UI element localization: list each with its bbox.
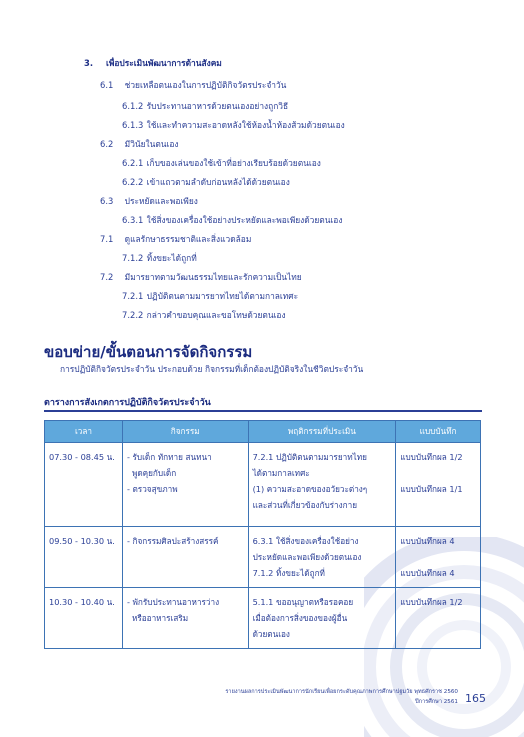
outline-item — [122, 291, 298, 302]
header-record: แบบบันทึก — [396, 421, 481, 443]
outline-item-num: 6.3 — [100, 196, 114, 206]
outline-item — [122, 253, 197, 264]
behavior-line: และส่วนที่เกี่ยวข้องกับร่างกาย — [252, 500, 358, 510]
header-time: เวลา — [45, 421, 123, 443]
table-row — [45, 527, 481, 588]
outline-item — [122, 101, 288, 112]
behavior-line: 7.1.2 ทิ้งขยะได้ถูกที่ — [252, 568, 325, 578]
outline-item-text: มีวินัยในตนเอง — [124, 139, 179, 149]
cell-activity — [122, 588, 248, 649]
outline-item — [122, 158, 321, 169]
outline-item-text: รับประทานอาหารด้วยตนเองอย่างถูกวิธี — [146, 101, 289, 111]
outline-item-text: ดูแลรักษาธรรมชาติและสิ่งแวดล้อม — [124, 234, 252, 244]
outline-item-text: ทิ้งขยะได้ถูกที่ — [146, 253, 197, 263]
outline-item — [100, 196, 198, 207]
page-footer — [225, 687, 458, 707]
schedule-table — [44, 420, 481, 649]
cell-activity — [122, 443, 248, 527]
activity-line: - พักรับประทานอาหารว่าง — [126, 597, 220, 607]
outline-item-num: 6.2 — [100, 139, 114, 149]
outline-item-text: ประหยัดและพอเพียง — [124, 196, 198, 206]
outline-item-num: 6.1 — [100, 80, 114, 90]
record-line: แบบบันทึกผล 4 — [400, 568, 455, 578]
page-number: 165 — [465, 692, 486, 705]
outline-item-num: 7.2.1 — [122, 291, 144, 301]
cell-behavior — [248, 443, 396, 527]
outline-item-num: 6.1.3 — [122, 120, 144, 130]
outline-heading-text: เพื่อประเมินพัฒนาการด้านสังคม — [106, 58, 222, 68]
cell-record — [396, 527, 481, 588]
outline-item-num: 6.3.1 — [122, 215, 144, 225]
section-title: ขอบข่าย/ขั้นตอนการจัดกิจกรรม — [44, 343, 253, 361]
outline-item — [100, 272, 302, 283]
time-text: 07.30 - 08.45 น. — [49, 452, 115, 462]
cell-behavior — [248, 588, 396, 649]
outline-item-text: มีมารยาทตามวัฒนธรรมไทยและรักความเป็นไทย — [124, 272, 302, 282]
outline-item — [122, 120, 345, 131]
outline-item — [122, 177, 290, 188]
behavior-line: 5.1.1 ขออนุญาตหรือรอคอย — [252, 597, 354, 607]
record-line: แบบบันทึกผล 1/1 — [400, 484, 463, 494]
outline-item-num: 7.2.2 — [122, 310, 144, 320]
outline-item — [122, 215, 342, 226]
outline-item-num: 7.1.2 — [122, 253, 144, 263]
outline-heading — [84, 58, 222, 69]
outline-item-text: ใช้สิ่งของเครื่องใช้อย่างประหยัดและพอเพียงด้วยตนเอง — [146, 215, 343, 225]
outline-item — [122, 310, 286, 321]
behavior-line: ประหยัดและพอเพียงด้วยตนเอง — [252, 552, 362, 562]
table-title-rule — [44, 410, 482, 412]
time-text: 09.50 - 10.30 น. — [49, 536, 115, 546]
outline-item-num: 7.2 — [100, 272, 114, 282]
outline-item-text: เก็บของเล่นของใช้เข้าที่อย่างเรียบร้อยด้วยตนเอง — [146, 158, 321, 168]
table-row — [45, 588, 481, 649]
outline-item-num: 6.2.2 — [122, 177, 144, 187]
time-text: 10.30 - 10.40 น. — [49, 597, 115, 607]
behavior-line: 6.3.1 ใช้สิ่งของเครื่องใช้อย่าง — [252, 536, 359, 546]
behavior-line: เมื่อต้องการสิ่งของของผู้อื่น — [252, 613, 348, 623]
outline-item — [100, 139, 179, 150]
outline-item-text: ใช้และทำความสะอาดหลังใช้ห้องน้ำห้องส้วมด้วยตนเอง — [146, 120, 345, 130]
outline-item-num: 7.1 — [100, 234, 114, 244]
footer-line-2: ปีการศึกษา 2561 — [415, 699, 458, 705]
section-body: การปฏิบัติกิจวัตรประจำวัน ประกอบด้วย กิจกรรมที่เด็กต้องปฏิบัติจริงในชีวิตประจำวัน — [60, 364, 364, 374]
cell-record — [396, 443, 481, 527]
cell-behavior — [248, 527, 396, 588]
activity-line: พูดคุยกับเด็ก — [131, 468, 177, 478]
behavior-line: ได้ตามกาลเทศะ — [252, 468, 310, 478]
outline-heading-num: 3. — [84, 58, 94, 68]
cell-activity — [122, 527, 248, 588]
header-activity: กิจกรรม — [122, 421, 248, 443]
record-line: แบบบันทึกผล 1/2 — [400, 597, 463, 607]
cell-time — [45, 443, 123, 527]
table-title: ตารางการสังเกตการปฏิบัติกิจวัตรประจำวัน — [44, 398, 211, 408]
outline-item-text: กล่าวคำขอบคุณและขอโทษด้วยตนเอง — [146, 310, 286, 320]
activity-line: - กิจกรรมศิลปะสร้างสรรค์ — [126, 536, 219, 546]
outline-item-text: ช่วยเหลือตนเองในการปฏิบัติกิจวัตรประจำวัน — [124, 80, 287, 90]
activity-line: หรืออาหารเสริม — [131, 613, 189, 623]
behavior-line: 7.2.1 ปฏิบัติตนตามมารยาทไทย — [252, 452, 367, 462]
outline-item — [100, 80, 286, 91]
table-header-row — [45, 421, 481, 443]
outline-item-num: 6.2.1 — [122, 158, 144, 168]
outline-item-num: 6.1.2 — [122, 101, 144, 111]
behavior-line: ด้วยตนเอง — [252, 629, 290, 639]
cell-time — [45, 588, 123, 649]
header-behavior: พฤติกรรมที่ประเมิน — [248, 421, 396, 443]
behavior-line: (1) ความสะอาดของอวัยวะต่างๆ — [252, 484, 368, 494]
cell-record — [396, 588, 481, 649]
activity-line: - รับเด็ก ทักทาย สนทนา — [126, 452, 212, 462]
record-line: แบบบันทึกผล 4 — [400, 536, 455, 546]
outline-item-text: เข้าแถวตามลำดับก่อนหลังได้ด้วยตนเอง — [146, 177, 290, 187]
record-line: แบบบันทึกผล 1/2 — [400, 452, 463, 462]
footer-line-1: รายงานผลการประเมินพัฒนาการนักเรียนเพื่อยกระดับคุณภาพการศึกษาปฐมวัย พุทธศักราช 2560 — [225, 689, 458, 695]
outline-item — [100, 234, 251, 245]
table-row — [45, 443, 481, 527]
activity-line: - ตรวจสุขภาพ — [126, 484, 178, 494]
cell-time — [45, 527, 123, 588]
outline-item-text: ปฏิบัติตนตามมารยาทไทยได้ตามกาลเทศะ — [146, 291, 299, 301]
